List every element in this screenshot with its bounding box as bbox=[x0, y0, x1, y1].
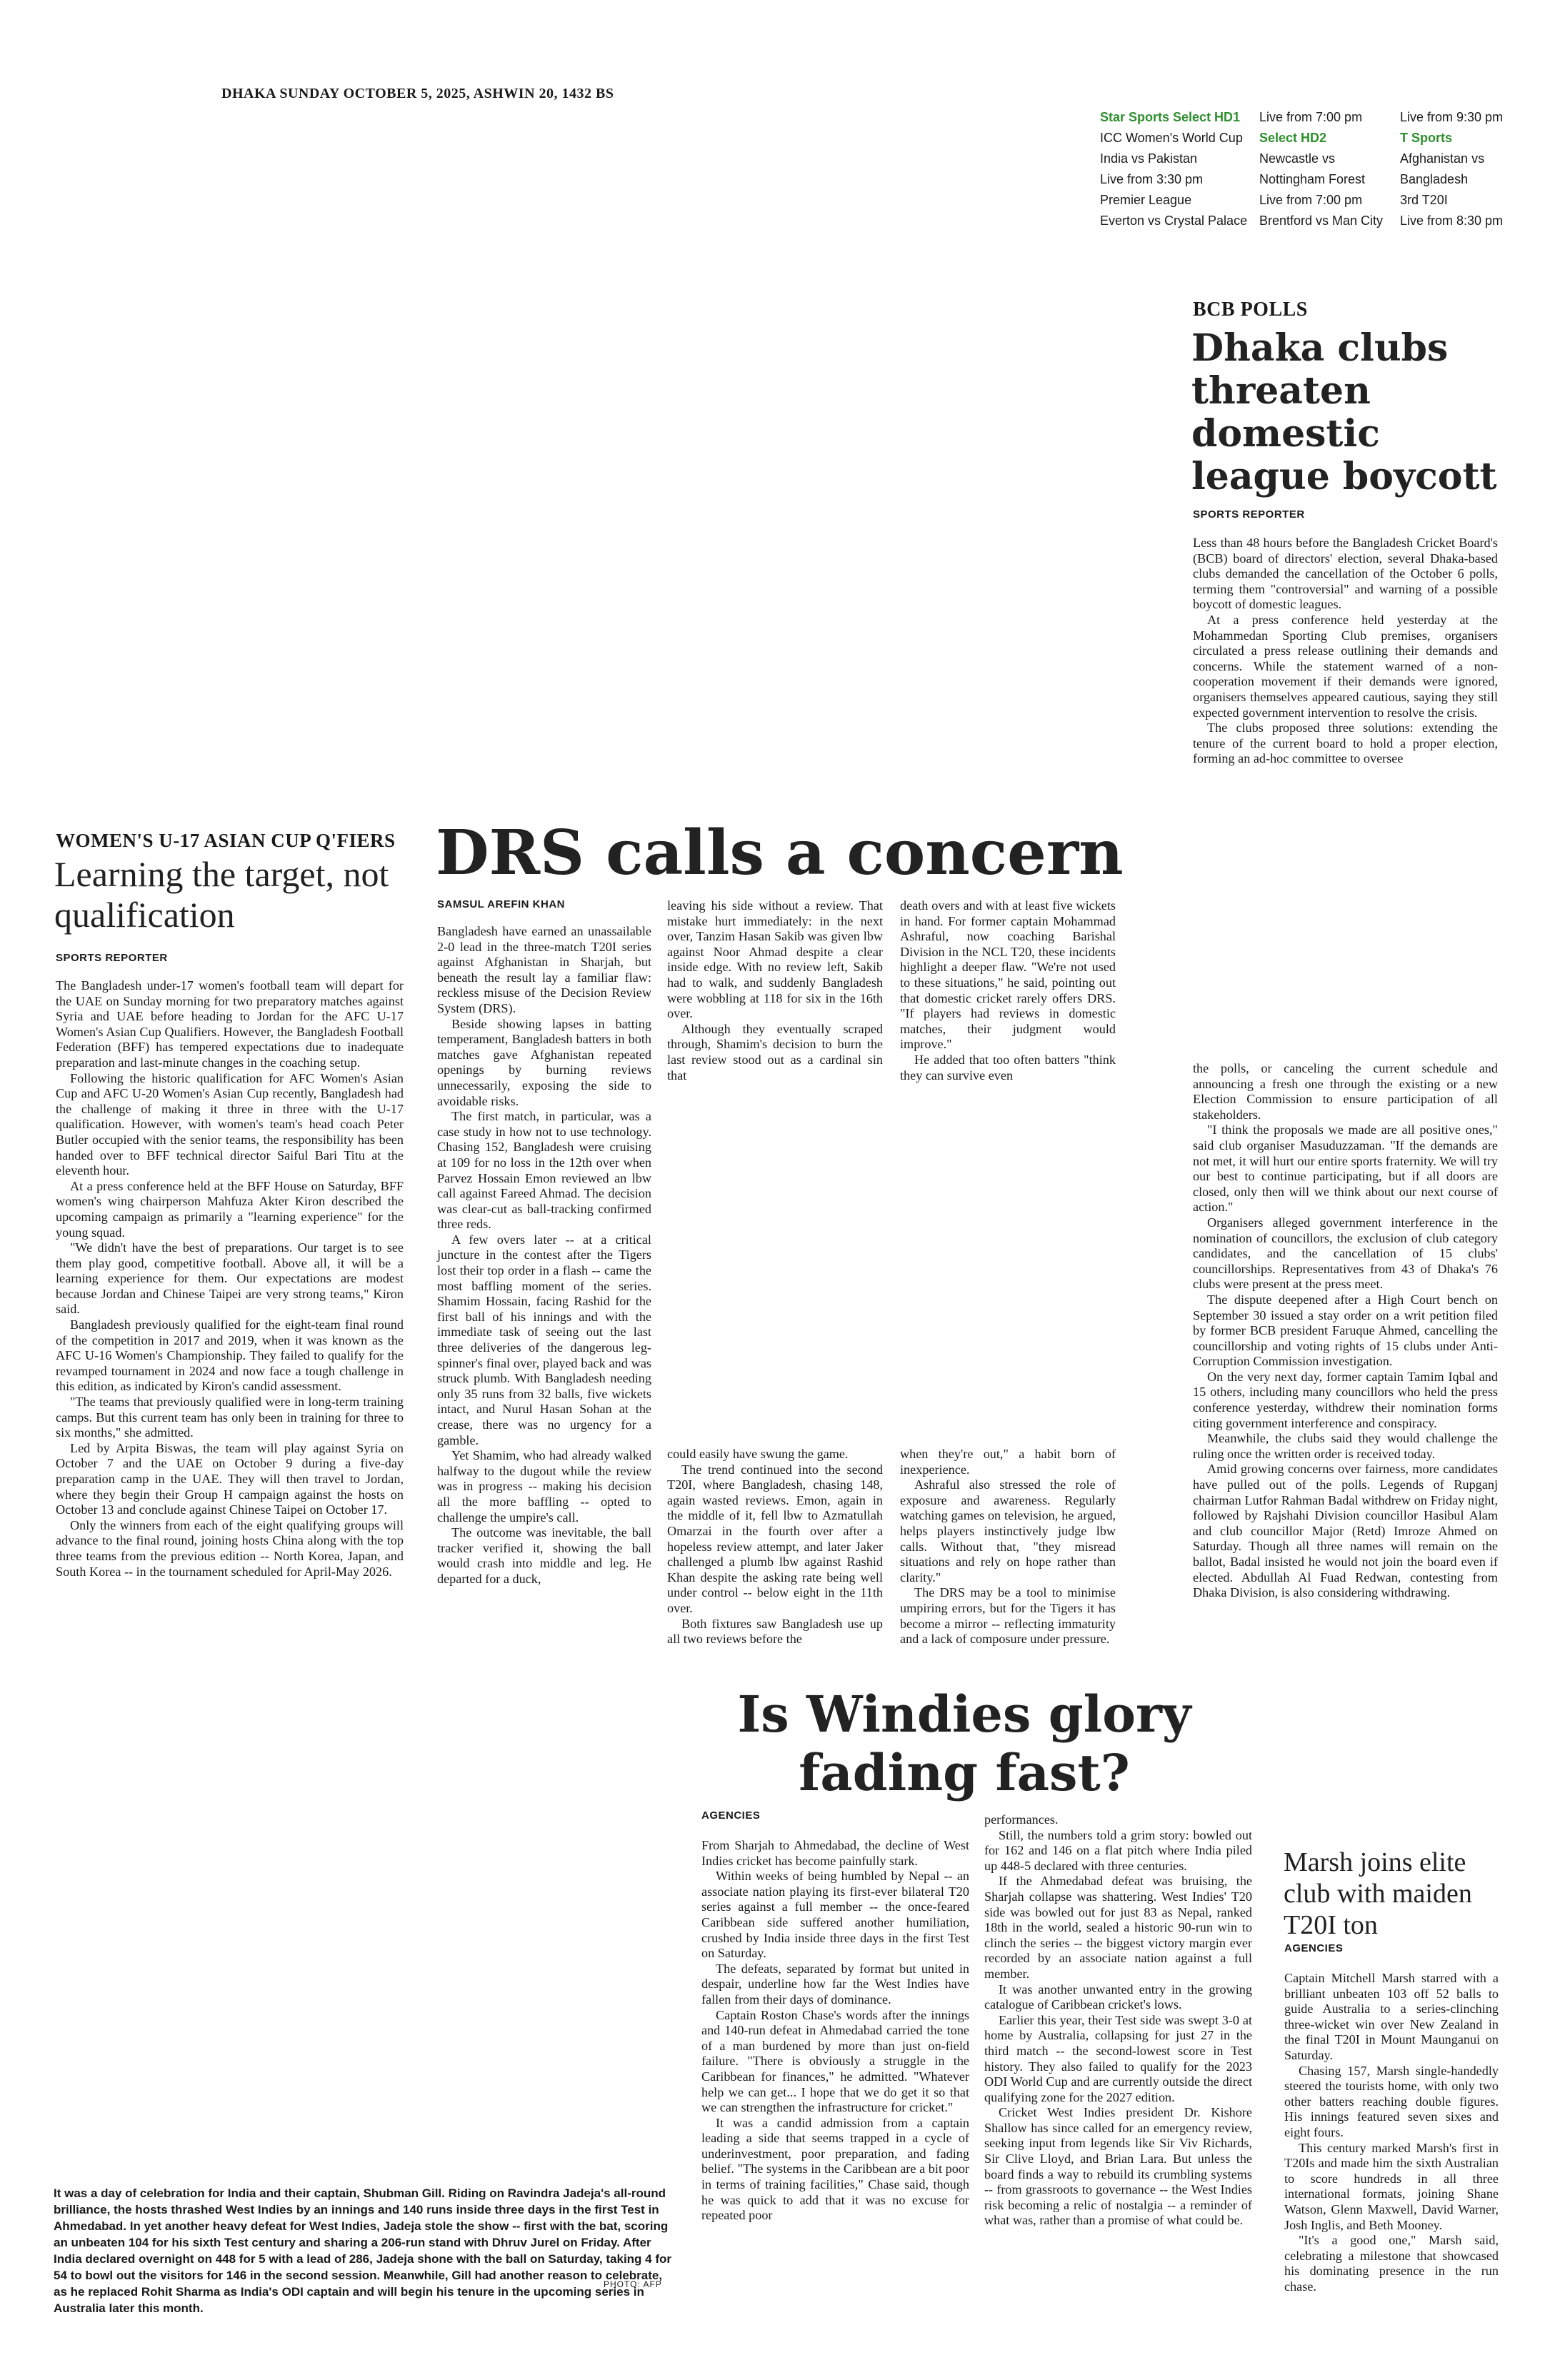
paragraph: The outcome was inevitable, the ball tracker verified it, showing the ball would crash into middle and leg. He departed for a duck, bbox=[437, 1525, 651, 1586]
paragraph: Both fixtures saw Bangladesh use up all two reviews before the bbox=[667, 1616, 883, 1647]
paragraph: leaving his side without a review. That mistake hurt immediately: in the next over, Tanzim Hasan Sakib was given lbw against Noor Ahmad despite a clear inside edge. With no review left, Sakib had to walk, and suddenly Bangladesh were wobbling at 118 for six in the 16th over. bbox=[667, 898, 883, 1021]
windies-headline-line-2: fading fast? bbox=[799, 1743, 1130, 1802]
drs-byline: SAMSUL AREFIN KHAN bbox=[437, 898, 566, 910]
paragraph: The clubs proposed three solutions: extending the tenure of the current board to hold a proper election, forming an ad-hoc committee to oversee bbox=[1193, 720, 1498, 766]
tv-channel-name: T Sports bbox=[1400, 131, 1453, 145]
paragraph: Still, the numbers told a grim story: bowled out for 162 and 146 on a flat pitch where India piled up 448-5 declared with three centuries. bbox=[984, 1827, 1252, 1873]
paragraph: At a press conference held yesterday at the Mohammedan Sporting Club premises, organisers circulated a press release outlining their demands and concerns. While the statement warned of a non-cooperation movement if their demands were ignored, organisers themselves appeared cautious, saying they still expected government intervention to resolve the crisis. bbox=[1193, 612, 1498, 720]
paragraph: death overs and with at least five wickets in hand. For former captain Mohammad Ashraful, now coaching Barishal Division in the NCL T20, these incidents highlight a deeper flaw. "We're not used to these situations," he said, pointing out that domestic cricket rarely offers DRS. "If players had reviews in domestic matches, their judgment would improve." bbox=[900, 898, 1116, 1052]
paragraph: "The teams that previously qualified were in long-term training camps. But this current team has only been in training for three to six months," she admitted. bbox=[56, 1395, 404, 1440]
womens-headline: Learning the target, not qualification bbox=[54, 854, 389, 935]
paragraph: It was a candid admission from a captain leading a side that seems trapped in a cycle of underinvestment, poor preparation, and fading belief. "The systems in the Caribbean are a bit poor in terms of training facilities," Chase said, though he was quick to add that it was no excuse for repeated poor bbox=[701, 2115, 969, 2223]
windies-headline-line-1: Is Windies glory bbox=[737, 1684, 1191, 1744]
tv-listing-line: Nottingham Forest bbox=[1259, 172, 1366, 186]
paragraph: At a press conference held at the BFF House on Saturday, BFF women's wing chairperson Mahfuza Akter Kiron described the upcoming campaign as primarily a "learning experience" for the young squad. bbox=[56, 1178, 404, 1240]
paragraph: Although they eventually scraped through, Shamim's decision to burn the last review stood out as a cardinal sin that bbox=[667, 1021, 883, 1083]
bcb-body-part-1 bbox=[1193, 536, 1498, 767]
drs-col-3a bbox=[900, 898, 1116, 1083]
paragraph: could easily have swung the game. bbox=[667, 1447, 849, 1461]
drs-col-2b bbox=[667, 1447, 883, 1647]
marsh-byline: AGENCIES bbox=[1284, 1942, 1344, 1954]
paragraph: Chasing 157, Marsh single-handedly steered the tourists home, with only two other batters reaching double figures. His innings featured seven sixes and eight fours. bbox=[1284, 2063, 1499, 2139]
paragraph: On the very next day, former captain Tamim Iqbal and 15 others, including many councillors who held the press conference yesterday, withdrew their nomination forms citing government interference and conspiracy. bbox=[1193, 1369, 1498, 1430]
bcb-headline: Dhaka clubs threaten domestic league boycott bbox=[1191, 326, 1497, 498]
dateline: DHAKA SUNDAY OCTOBER 5, 2025, ASHWIN 20, 1432 BS bbox=[221, 86, 614, 101]
paragraph: Bangladesh have earned an unassailable 2-0 lead in the three-match T20I series against Afghanistan in Sharjah, but beneath the result lay a familiar flaw: reckless misuse of the Decision Review System (DRS). bbox=[437, 924, 651, 1015]
tv-listing-col-3 bbox=[1400, 107, 1529, 231]
paragraph: Ashraful also stressed the role of exposure and awareness. Regularly watching games on television, he argued, helps players instinctively judge lbw calls. Without that, "they misread situations and rely on hope rather than clarity." bbox=[900, 1477, 1116, 1585]
tv-listing-line: Premier League bbox=[1100, 193, 1192, 207]
paragraph: Only the winners from each of the eight qualifying groups will advance to the final round, joining hosts China along with the top three teams from the previous edition -- North Korea, Japan, and South Korea -- in the tournament scheduled for April-May 2026. bbox=[56, 1517, 404, 1579]
tv-listing-col-1 bbox=[1100, 107, 1250, 231]
paragraph: The trend continued into the second T20I, where Bangladesh, chasing 148, again wasted reviews. Emon, again in the middle of it, fell lbw to Azmatullah Omarzai in the fourth over after a hopeless review attempt, and later Jaker challenged a plumb lbw against Rashid Khan despite the asking rate being well under control -- below eight in the 11th over. bbox=[667, 1462, 883, 1615]
tv-listing-line: Bangladesh bbox=[1400, 172, 1469, 186]
tv-listing-line: 3rd T20I bbox=[1400, 193, 1448, 207]
tv-channel-name: Star Sports Select HD1 bbox=[1100, 110, 1241, 124]
tv-listing-line: India vs Pakistan bbox=[1100, 151, 1198, 166]
paragraph: The defeats, separated by format but united in despair, underline how far the West Indies have fallen from their days of dominance. bbox=[701, 1961, 969, 2007]
drs-col-1 bbox=[437, 924, 651, 1587]
paragraph: when they're out," a habit born of inexperience. bbox=[900, 1447, 1116, 1477]
paragraph: Beside showing lapses in batting temperament, Bangladesh batters in both matches gave Afghanistan repeated openings by burning reviews unnecessarily, exposing the side to avoidable risks. bbox=[437, 1016, 651, 1108]
windies-headline bbox=[700, 1685, 1229, 1802]
paragraph: "I think the proposals we made are all positive ones," said club organiser Masuduzzaman. "If the demands are not met, it will hurt our entire sports fraternity. We will try our best to continue participating, but if all doors are closed, only then will we think about our next course of action." bbox=[1193, 1123, 1498, 1215]
bcb-byline: SPORTS REPORTER bbox=[1193, 508, 1305, 521]
paragraph: performances. bbox=[984, 1812, 1059, 1827]
paragraph: Cricket West Indies president Dr. Kishore Shallow has since called for an emergency review, seeking input from legends like Sir Viv Richards, Sir Clive Lloyd, and Brian Lara. But unless the board finds a way to rebuild its crumbling systems -- from grassroots to governance -- the West Indies risk becoming a relic of nostalgia -- a reminder of what was, rather than a promise of what could be. bbox=[984, 2105, 1252, 2228]
paragraph: Meanwhile, the clubs said they would challenge the ruling once the written order is received today. bbox=[1193, 1431, 1498, 1461]
drs-col-3b bbox=[900, 1447, 1116, 1647]
paragraph: Following the historic qualification for AFC Women's Asian Cup and AFC U-20 Women's Asian Cup recently, Bangladesh had the challenge of making it three in three with the U-17 qualification. However, with women's team's head coach Peter Butler occupied with the senior teams, the responsibility has been handed over to BFF technical director Saiful Bari Titu at the eleventh hour. bbox=[56, 1070, 404, 1178]
womens-body bbox=[56, 978, 404, 1580]
paragraph: Amid growing concerns over fairness, more candidates have pulled out of the polls. Legends of Rupganj chairman Lutfor Rahman Badal withdrew on Friday night, followed by Rajshahi Division councillor Hasibul Alam and club councillor Major (Retd) Imroze Ahmed on Saturday. Though all three names will remain on the ballot, Badal insisted he would not join the board even if elected. Abdullah Al Fuad Redwan, contesting from Dhaka Division, is also considering withdrawing. bbox=[1193, 1462, 1498, 1600]
photo-caption: It was a day of celebration for India and their captain, Shubman Gill. Riding on Ravindra Jadeja's all-round brilliance, the hosts thrashed West Indies by an innings and 140 runs inside three days in the first Test in Ahmedabad. In yet another heavy defeat for West Indies, Jadeja stole the show -- first with the bat, scoring an unbeaten 104 for his sixth Test century and sharing a 206-run stand with Dhruv Jurel on Friday. After India declared overnight on 448 for 5 with a lead of 286, Jadeja shone with the ball on Saturday, taking 4 for 54 to bowl out the visitors for 146 in the second session. Meanwhile, Gill had another reason to celebrate, as he replaced Rohit Sharma as India's ODI captain and will begin his tenure in the upcoming series in Australia later this month. bbox=[54, 2186, 671, 2315]
paragraph: Yet Shamim, who had already walked halfway to the dugout while the review was in progress -- making his decision all the more baffling -- opted to challenge the umpire's call. bbox=[437, 1448, 651, 1525]
tv-listing-line: Live from 7:00 pm bbox=[1259, 193, 1363, 207]
paragraph: "We didn't have the best of preparations. Our target is to see them play good, competitive football. Above all, it will be a learning experience for them. Our expectations are modest because Jordan and Chinese Taipei are very strong teams," Kiron said. bbox=[56, 1240, 404, 1317]
drs-headline: DRS calls a concern bbox=[436, 817, 1124, 889]
windies-col-1 bbox=[701, 1838, 969, 2224]
womens-byline: SPORTS REPORTER bbox=[56, 952, 168, 964]
tv-listing-line: Live from 3:30 pm bbox=[1100, 172, 1204, 186]
tv-listing-line: Brentford vs Man City bbox=[1259, 214, 1384, 228]
bcb-kicker: BCB POLLS bbox=[1193, 298, 1308, 321]
paragraph: Captain Roston Chase's words after the innings and 140-run defeat in Ahmedabad carried the tone of a man burdened by more than just on-field failure. "There is obviously a struggle in the Caribbean for finances," he admitted. "Whatever help we can get... I hope that we do get it so that we can strengthen the infrastructure for cricket." bbox=[701, 2007, 969, 2115]
tv-channel-name: Select HD2 bbox=[1259, 131, 1327, 145]
paragraph: The dispute deepened after a High Court bench on September 30 issued a stay order on a writ petition filed by former BCB president Faruque Ahmed, cancelling the councillorship and voting rights of 15 clubs under Anti-Corruption Commission investigation. bbox=[1193, 1292, 1498, 1369]
paragraph: Within weeks of being humbled by Nepal -- an associate nation playing its first-ever bilateral T20 series against a full member -- the once-feared Caribbean side suffered another humiliation, crushed by India inside three days in the first Test on Saturday. bbox=[701, 1869, 969, 1961]
paragraph: Bangladesh previously qualified for the eight-team final round of the competition in 2017 and 2019, when it was known as the AFC U-16 Women's Championship. They failed to qualify for the revamped tournament in 2024 and now face a tough challenge in this edition, as indicated by Kiron's candid assessment. bbox=[56, 1317, 404, 1394]
marsh-body bbox=[1284, 1971, 1499, 2294]
paragraph: From Sharjah to Ahmedabad, the decline of West Indies cricket has become painfully stark. bbox=[701, 1838, 969, 1868]
bcb-body-part-2 bbox=[1193, 1061, 1498, 1601]
tv-listing-line: ICC Women's World Cup bbox=[1100, 131, 1243, 145]
paragraph: Captain Mitchell Marsh starred with a brilliant unbeaten 103 off 52 balls to guide Australia to a series-clinching three-wicket win over New Zealand in the final T20I in Mount Maunganui on Saturday. bbox=[1284, 1971, 1499, 2062]
womens-kicker: WOMEN'S U-17 ASIAN CUP Q'FIERS bbox=[56, 830, 396, 851]
tv-listing-line: Live from 7:00 pm bbox=[1259, 110, 1363, 124]
paragraph: The Bangladesh under-17 women's football team will depart for the UAE on Sunday morning for two preparatory matches against Syria and UAE before heading to Jordan for the AFC U-17 Women's Asian Cup Qualifiers. However, the Bangladesh Football Federation (BFF) has tempered expectations due to inadequate preparation and last-minute changes in the coaching setup. bbox=[56, 978, 404, 1070]
photo-credit: PHOTO: AFP bbox=[604, 2279, 662, 2289]
paragraph: It was another unwanted entry in the growing catalogue of Caribbean cricket's lows. bbox=[984, 1982, 1252, 2012]
windies-col-2 bbox=[984, 1812, 1252, 2229]
tv-listing-col-2 bbox=[1259, 107, 1395, 231]
tv-listing-line: Newcastle vs bbox=[1259, 151, 1336, 166]
paragraph: Organisers alleged government interference in the nomination of councillors, the exclusion of club category candidates, and the cancellation of 15 clubs' councillorships. Representatives from 43 of Dhaka's 76 clubs were present at the press meet. bbox=[1193, 1215, 1498, 1292]
drs-col-2a bbox=[667, 898, 883, 1083]
paragraph: Less than 48 hours before the Bangladesh Cricket Board's (BCB) board of directors' election, several Dhaka-based clubs demanded the cancellation of the October 6 polls, terming them "controversial" and warning of a possible boycott of domestic leagues. bbox=[1193, 536, 1498, 612]
paragraph: This century marked Marsh's first in T20Is and made him the sixth Australian to score hundreds in all three international formats, joining Shane Watson, Glenn Maxwell, David Warner, Josh Inglis, and Beth Mooney. bbox=[1284, 2140, 1499, 2232]
tv-listing-line: Live from 9:30 pm bbox=[1400, 110, 1504, 124]
marsh-headline: Marsh joins elite club with maiden T20I ton bbox=[1284, 1847, 1472, 1940]
paragraph: If the Ahmedabad defeat was bruising, the Sharjah collapse was shattering. West Indies' T20 side was bowled out for just 83 as Nepal, ranked 18th in the world, sealed a historic 90-run win to clinch the series -- the biggest victory margin ever recorded by an associate nation against a full member. bbox=[984, 1874, 1252, 1981]
windies-byline: AGENCIES bbox=[701, 1809, 761, 1822]
paragraph: "It's a good one," Marsh said, celebrating a milestone that showcased his dominating presence in the run chase. bbox=[1284, 2233, 1499, 2294]
paragraph: A few overs later -- at a critical juncture in the contest after the Tigers lost their top order in a flash -- came the most baffling moment of the series. Shamim Hossain, facing Rashid for the first ball of his innings and with the immediate task of seeing out the last three deliveries of the dangerous leg-spinner's final over, played back and was struck plumb. With Bangladesh needing only 35 runs from 32 balls, five wickets intact, and Nurul Hasan Sohan at the crease, there was no urgency for a gamble. bbox=[437, 1232, 651, 1447]
tv-listing-line: Live from 8:30 pm bbox=[1400, 214, 1504, 228]
paragraph: The first match, in particular, was a case study in how not to use technology. Chasing 152, Bangladesh were cruising at 109 for no loss in the 12th over when Parvez Hossain Emon reviewed an lbw call against Fareed Ahmad. The decision was clear-cut as ball-tracking confirmed three reds. bbox=[437, 1109, 651, 1232]
tv-listing-line: Everton vs Crystal Palace bbox=[1100, 214, 1248, 228]
tv-listing-line: Afghanistan vs bbox=[1400, 151, 1485, 166]
paragraph: The DRS may be a tool to minimise umpiring errors, but for the Tigers it has become a mirror -- reflecting immaturity and a lack of composure under pressure. bbox=[900, 1585, 1116, 1647]
paragraph: Led by Arpita Biswas, the team will play against Syria on October 7 and the UAE on October 9 during a five-day preparation camp in the UAE. They will then travel to Jordan, where they begin their Group H campaign against the hosts on October 13 and conclude against Chinese Taipei on October 17. bbox=[56, 1440, 404, 1517]
paragraph: Earlier this year, their Test side was swept 3-0 at home by Australia, collapsing for just 27 in the third match -- the second-lowest score in Test history. They also failed to qualify for the 2023 ODI World Cup and are currently outside the direct qualifying zone for the 2027 edition. bbox=[984, 2012, 1252, 2104]
paragraph: He added that too often batters "think they can survive even bbox=[900, 1052, 1116, 1083]
paragraph: the polls, or canceling the current schedule and announcing a fresh one through the existing or a new Election Commission to ensure participation of all stakeholders. bbox=[1193, 1061, 1498, 1122]
